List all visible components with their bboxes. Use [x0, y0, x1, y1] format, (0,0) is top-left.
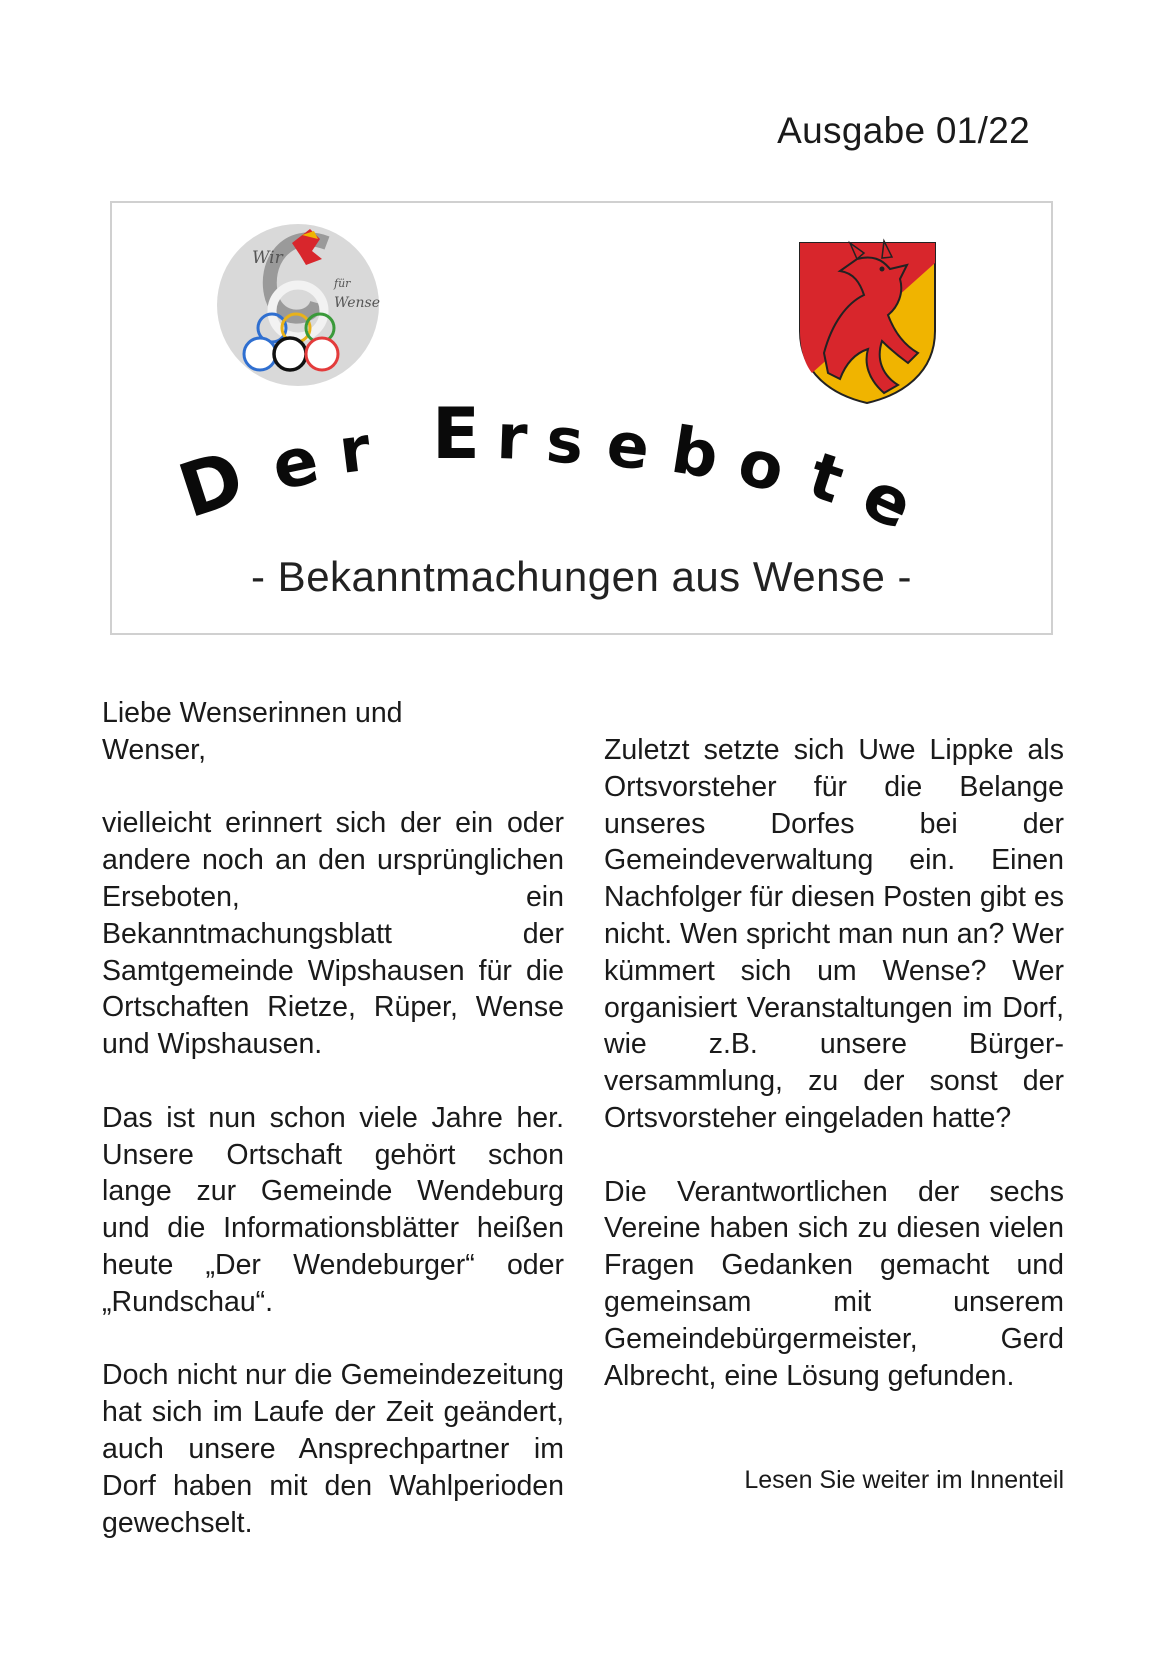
paragraph: Zuletzt setzte sich Uwe Lippke als Ortsvorsteher für die Belange unseres Dorfes bei der Gemeindeverwaltung ein. Einen Nachfolger für diesen Posten gibt es nicht. Wen spricht man nun an? Wer kümmert sich um Wense? Wer organisiert Veranstaltungen im Dorf, wie z.B. unsere Bürgerversammlung, zu der sonst der Ortsvorsteher eingeladen hatte? — [604, 734, 1064, 1134]
title-letter: e — [265, 421, 326, 506]
continue-reading-note: Lesen Sie weiter im Innenteil — [744, 1466, 1064, 1494]
svg-text:Wense: Wense — [334, 295, 381, 311]
issue-number: Ausgabe 01/22 — [777, 110, 1030, 151]
article-column-right — [604, 732, 1064, 1431]
title-letter: s — [543, 403, 586, 479]
greeting-line-2: Wenser, — [102, 733, 207, 766]
greeting-line-1: Liebe Wenserinnen und — [102, 697, 403, 729]
svg-text:Wir: Wir — [252, 248, 283, 268]
svg-text:für: für — [334, 277, 351, 290]
masthead-subtitle: - Bekanntmachungen aus Wense - — [251, 553, 912, 600]
paragraph: Das ist nun schon viele Jahre her. Unsere Ortschaft gehört schon lange zur Gemeinde Wendeburg und die Informationsblätter heißen heute „Der Wendeburger“ oder „Rundschau“. — [102, 1101, 564, 1318]
paragraph: vielleicht erinnert sich der ein oder andere noch an den ursprünglichen Erseboten, ein Bekanntmachungsblatt der Samtgemeinde Wipshausen für die Ortschaften Rietze, Rüper, Wense und Wipshausen. — [102, 807, 564, 1061]
title-letter: E — [432, 393, 480, 475]
title-letter: t — [800, 438, 853, 519]
title-letter: e — [603, 407, 653, 485]
title-letter: b — [666, 413, 724, 494]
masthead-banner — [110, 201, 1053, 635]
masthead-title — [169, 393, 924, 545]
article-column-left — [102, 695, 564, 1578]
title-letter: r — [334, 411, 375, 488]
title-letter: o — [731, 425, 791, 508]
paragraph: Doch nicht nur die Gemeindezeitung hat sich im Laufe der Zeit geändert, auch unsere Ansprechpartner im Dorf haben mit den Wahlperioden gewechselt. — [102, 1359, 564, 1539]
greeting — [102, 695, 564, 769]
title-letter: r — [495, 400, 529, 475]
title-letter: e — [851, 456, 924, 545]
community-logo-rings-icon — [217, 224, 380, 386]
coat-of-arms-wolf-icon — [800, 241, 935, 403]
title-letter: D — [168, 434, 254, 536]
paragraph: Die Verantwortlichen der sechs Vereine haben sich zu diesen vielen Fragen Gedanken gemacht und gemeinsam mit unserem Gemeindebürgermeister, Gerd Albrecht, eine Lösung gefunden. — [604, 1175, 1064, 1392]
